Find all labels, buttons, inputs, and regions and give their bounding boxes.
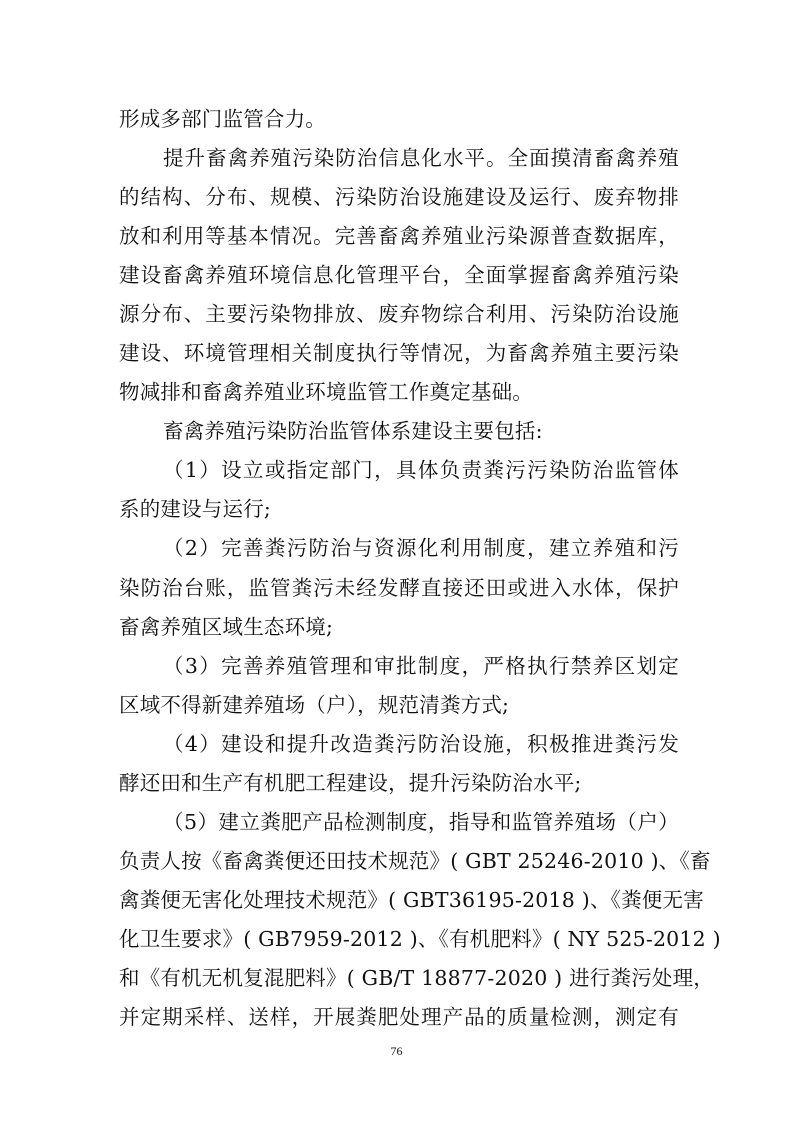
- list-item-2: （2）完善粪污防治与资源化利用制度，建立养殖和污: [163, 536, 679, 560]
- list-item-1-continuation: 系的建设与运行;: [119, 497, 272, 521]
- list-item-5-continuation: 禽粪便无害化处理技术规范》( GBT36195-2018 )、《粪便无害: [119, 888, 704, 912]
- list-item-5-continuation: 化卫生要求》( GB7959-2012 )、《有机肥料》( NY 525-2012 ): [119, 927, 721, 951]
- body-text-line: 建设、环境管理相关制度执行等情况，为畜禽养殖主要污染: [119, 341, 679, 365]
- body-text-line: 形成多部门监管合力。: [119, 107, 326, 131]
- list-item-5: （5）建立粪肥产品检测制度，指导和监管养殖场（户）: [163, 810, 679, 834]
- list-item-5-continuation: 和《有机无机复混肥料》( GB/T 18877-2020 ) 进行粪污处理，: [119, 966, 714, 990]
- list-item-2-continuation: 畜禽养殖区域生态环境;: [119, 615, 334, 639]
- body-text-line: 放和利用等基本情况。完善畜禽养殖业污染源普查数据库，: [119, 224, 679, 248]
- body-text-line: 建设畜禽养殖环境信息化管理平台，全面掌握畜禽养殖污染: [119, 263, 679, 287]
- body-text-line: 的结构、分布、规模、污染防治设施建设及运行、废弃物排: [119, 185, 679, 209]
- list-item-1: （1）设立或指定部门，具体负责粪污污染防治监管体: [163, 458, 679, 482]
- paragraph-first-line: 提升畜禽养殖污染防治信息化水平。全面摸清畜禽养殖: [163, 146, 679, 170]
- list-item-5-continuation: 并定期采样、送样，开展粪肥处理产品的质量检测，测定有: [119, 1005, 679, 1029]
- list-item-3: （3）完善养殖管理和审批制度，严格执行禁养区划定: [163, 654, 679, 678]
- section-intro-line: 畜禽养殖污染防治监管体系建设主要包括:: [163, 419, 543, 443]
- page-number: 76: [390, 1044, 403, 1058]
- body-text-line: 物减排和畜禽养殖业环境监管工作奠定基础。: [119, 380, 533, 404]
- list-item-3-continuation: 区域不得新建养殖场（户），规范清粪方式;: [119, 693, 510, 717]
- body-text-line: 源分布、主要污染物排放、废弃物综合利用、污染防治设施: [119, 302, 679, 326]
- list-item-4: （4）建设和提升改造粪污防治设施，积极推进粪污发: [163, 732, 679, 756]
- list-item-5-continuation: 负责人按《畜禽粪便还田技术规范》( GBT 25246-2010 )、《畜: [119, 849, 711, 873]
- list-item-2-continuation: 染防治台账，监管粪污未经发酵直接还田或进入水体，保护: [119, 576, 679, 600]
- list-item-4-continuation: 酵还田和生产有机肥工程建设，提升污染防治水平;: [119, 771, 582, 795]
